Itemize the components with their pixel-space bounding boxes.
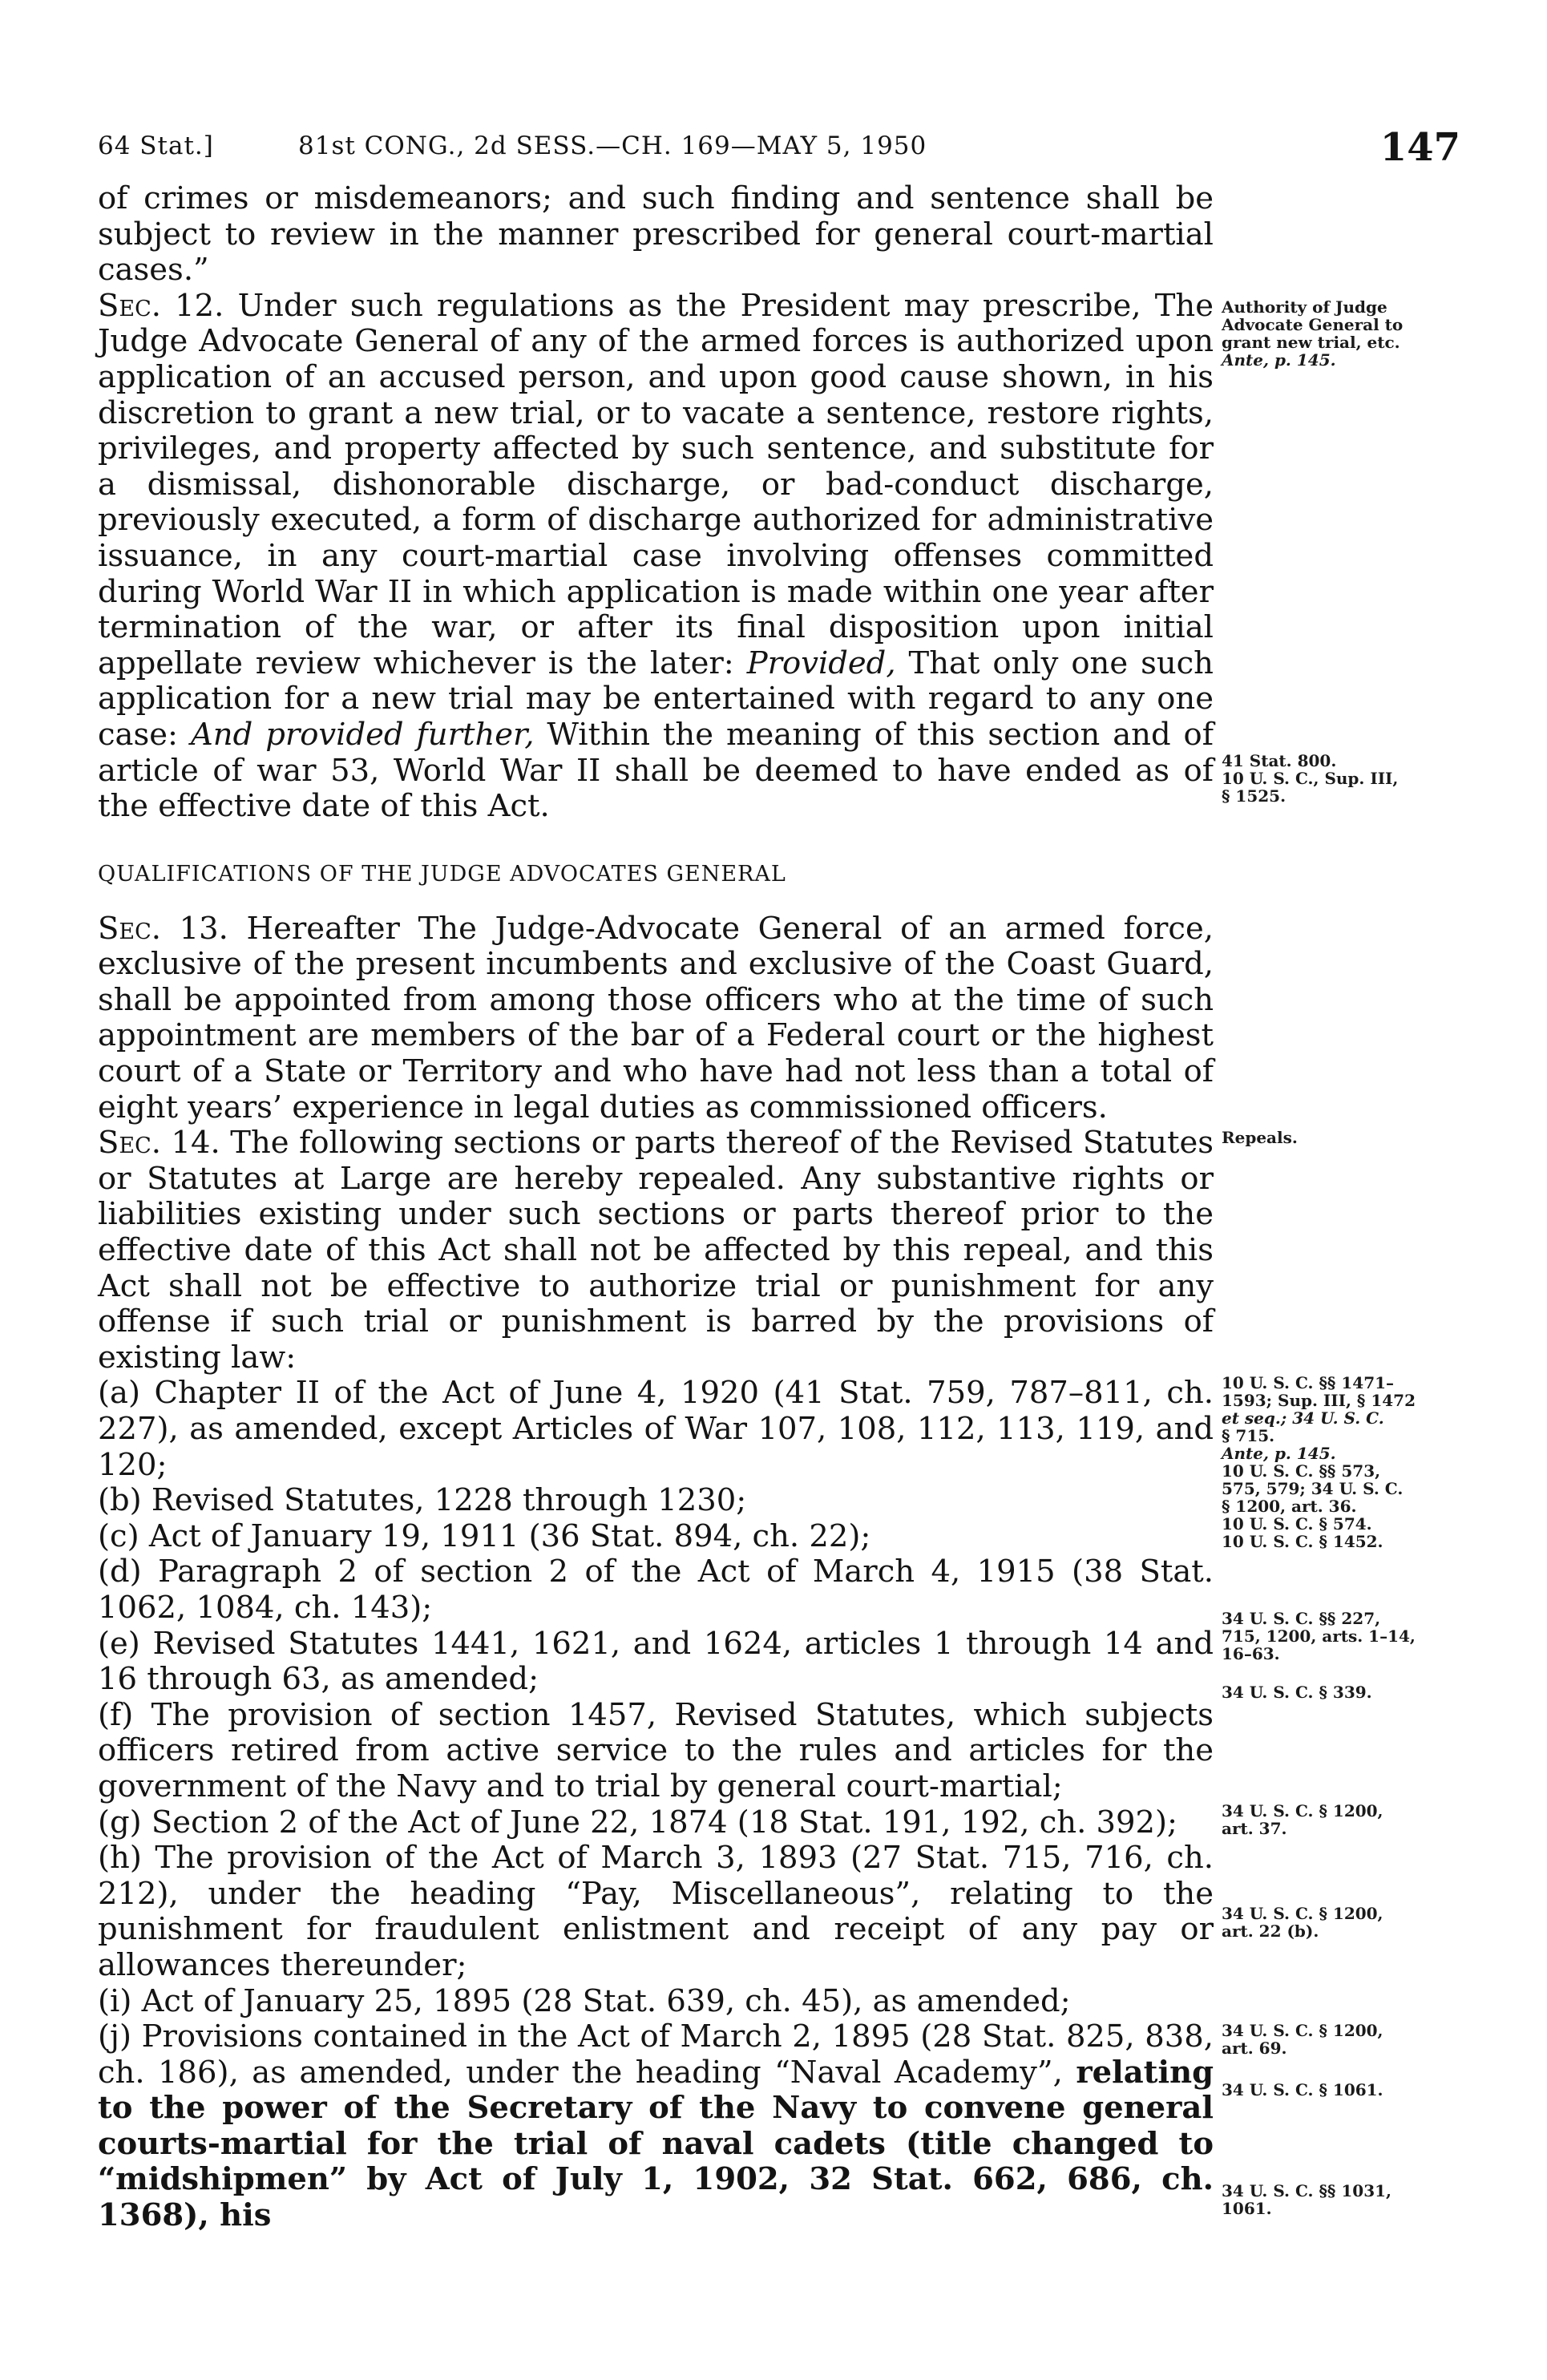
note-line: et seq.; 34 U. S. C. — [1222, 1408, 1384, 1428]
margin-note-item-j: 34 U. S. C. § 1061. — [1222, 2080, 1383, 2099]
section-14 — [98, 1125, 1214, 1376]
section-12-text-3: Within the meaning of this section and of article of war 53, World War II shall be deemed to have ended as of the effective date of this Act. — [98, 716, 1214, 825]
note-line: 41 Stat. 800. — [1222, 751, 1337, 770]
note-line: § 1525. — [1222, 786, 1286, 806]
section-13-text: Hereafter The Judge-Advocate General of an armed force, exclusive of the present incumbents and exclusive of the Coast Guard, shall be appointed from among those officers who at the time of such appointment are members of the bar of a Federal court or the highest court of a State or Territory and who have had not less than a total of eight years’ experience in legal duties as commissioned officers. — [98, 910, 1214, 1125]
margin-note-item-f: 34 U. S. C. § 339. — [1222, 1683, 1372, 1702]
section-12-text: Under such regulations as the President may prescribe, The Judge Advocate General of any of the armed forces is authorized upon application of an accused person, and upon good cause shown, in his discretion to grant a new trial, or to vacate a sentence, restore rights, privileges, and property affected by such sentence, and substitute for a dismissal, dishonorable discharge, or bad-conduct discharge, previously executed, a form of discharge authorized for administrative issuance, in any court-martial case involving offenses committed during World War II in which application is made within one year after termination of the war, or after its final disposition upon initial appellate review whichever is the later: — [98, 287, 1214, 681]
repeal-item-j-text: (j) Provisions contained in the Act of March 2, 1895 (28 Stat. 825, 838, ch. 186), as amended, under the heading “Naval Academy”, — [98, 2018, 1214, 2091]
section-12-proviso-2: And provided further, — [191, 716, 535, 753]
section-14-label: Sec. 14. — [98, 1125, 220, 1162]
note-line: 34 U. S. C. § 1200, — [1222, 2021, 1383, 2040]
repeal-item-i: (i) Act of January 25, 1895 (28 Stat. 639, ch. 45), as amended; — [98, 1982, 1071, 2019]
section-12-proviso: Provided, — [746, 644, 896, 681]
margin-note-stat — [1222, 752, 1486, 805]
repeal-item-j — [98, 2019, 1214, 2234]
margin-note-item-j-cont — [1222, 2182, 1486, 2217]
note-line: 34 U. S. C. § 1200, — [1222, 1801, 1383, 1820]
note-line: 1061. — [1222, 2199, 1272, 2218]
page-number: 147 — [1379, 125, 1460, 170]
note-line: 1593; Sup. III, § 1472 — [1222, 1391, 1416, 1410]
note-line: art. 69. — [1222, 2039, 1287, 2058]
margin-note-item-i — [1222, 2022, 1486, 2057]
section-13-label: Sec. 13. — [98, 910, 228, 947]
note-line: 10 U. S. C. §§ 573, — [1222, 1461, 1381, 1481]
repeal-item-b: (b) Revised Statutes, 1228 through 1230; — [98, 1482, 747, 1519]
margin-note-item-h — [1222, 1905, 1486, 1940]
repeal-item-f: (f) The provision of section 1457, Revised Statutes, which subjects officers retired from active service to the rules and articles for the government of the Navy and to trial by general court-martial; — [98, 1696, 1214, 1804]
note-line: 34 U. S. C. § 1200, — [1222, 1904, 1383, 1923]
note-line: 10 U. S. C., Sup. III, — [1222, 769, 1399, 788]
section-12-label: Sec. 12. — [98, 287, 224, 324]
main-text — [98, 181, 1214, 2234]
note-line: 575, 579; 34 U. S. C. — [1222, 1479, 1404, 1498]
note-line: Ante, p. 145. — [1222, 350, 1336, 370]
repeal-item-c: (c) Act of January 19, 1911 (36 Stat. 894, ch. 22); — [98, 1517, 871, 1554]
note-line: grant new trial, etc. — [1222, 333, 1400, 352]
repeal-item-d: (d) Paragraph 2 of section 2 of the Act of March 4, 1915 (38 Stat. 1062, 1084, ch. 143); — [98, 1554, 1214, 1626]
section-12 — [98, 289, 1214, 825]
margin-note-repeals: Repeals. — [1222, 1128, 1298, 1147]
note-line: 34 U. S. C. §§ 227, — [1222, 1609, 1381, 1628]
note-line: 10 U. S. C. §§ 1471– — [1222, 1373, 1395, 1392]
section-12-text-2: That only one such application for a new trial may be entertained with regard to any one case: — [98, 644, 1214, 753]
repeal-item-j-bold-text: relating to the power of the Secretary of the Navy to convene general courts-martial for the trial of naval cadets (title changed to “midshipmen” by Act of July 1, 1902, 32 Stat. 662, 686, ch. 1368), his — [98, 2054, 1214, 2234]
repeal-item-a: (a) Chapter II of the Act of June 4, 1920 (41 Stat. 759, 787–811, ch. 227), as amended, except Articles of War 107, 108, 112, 113, 119, and 120; — [98, 1375, 1214, 1483]
note-line: Authority of Judge — [1222, 297, 1387, 317]
margin-note-item-e — [1222, 1610, 1486, 1663]
note-line: 16–63. — [1222, 1644, 1280, 1663]
continued-paragraph: of crimes or misdemeanors; and such finding and sentence shall be subject to review in the manner prescribed for general court-martial cases.” — [98, 180, 1214, 289]
section-14-text: The following sections or parts thereof of the Revised Statutes or Statutes at Large are hereby repealed. Any substantive rights or liabilities existing under such sections or parts thereof prior to the effective date of this Act shall not be affected by this repeal, and this Act shall not be effective to authorize trial or punishment for any offense if such trial or punishment is barred by the provisions of existing law: — [98, 1125, 1214, 1376]
note-line: Advocate General to — [1222, 315, 1404, 334]
note-line: 34 U. S. C. §§ 1031, — [1222, 2181, 1391, 2200]
note-line: art. 22 (b). — [1222, 1921, 1319, 1941]
note-line: 10 U. S. C. § 1452. — [1222, 1532, 1383, 1551]
margin-note-item-g — [1222, 1802, 1486, 1837]
note-line: 715, 1200, arts. 1–14, — [1222, 1626, 1416, 1646]
repeal-item-h: (h) The provision of the Act of March 3, 1893 (27 Stat. 715, 716, ch. 212), under the heading “Pay, Miscellaneous”, relating to the punishment for fraudulent enlistment and receipt of any pay or allowances thereunder; — [98, 1840, 1214, 1983]
repeal-item-e: (e) Revised Statutes 1441, 1621, and 1624, articles 1 through 14 and 16 through 63, as amended; — [98, 1625, 1214, 1698]
margin-note-authority — [1222, 298, 1486, 369]
note-line: § 1200, art. 36. — [1222, 1497, 1357, 1516]
session-line: 81st CONG., 2d SESS.—CH. 169—MAY 5, 1950 — [298, 131, 927, 160]
note-line: Ante, p. 145. — [1222, 1444, 1336, 1463]
note-line: art. 37. — [1222, 1819, 1287, 1838]
note-line: § 715. — [1222, 1426, 1275, 1445]
note-line: 10 U. S. C. § 574. — [1222, 1514, 1372, 1533]
section-13 — [98, 911, 1214, 1126]
stat-reference: 64 Stat.] — [98, 131, 214, 160]
margin-note-item-a — [1222, 1374, 1486, 1550]
section-heading: QUALIFICATIONS OF THE JUDGE ADVOCATES GENERAL — [98, 861, 786, 887]
repeal-item-g: (g) Section 2 of the Act of June 22, 1874 (18 Stat. 191, 192, ch. 392); — [98, 1804, 1178, 1841]
